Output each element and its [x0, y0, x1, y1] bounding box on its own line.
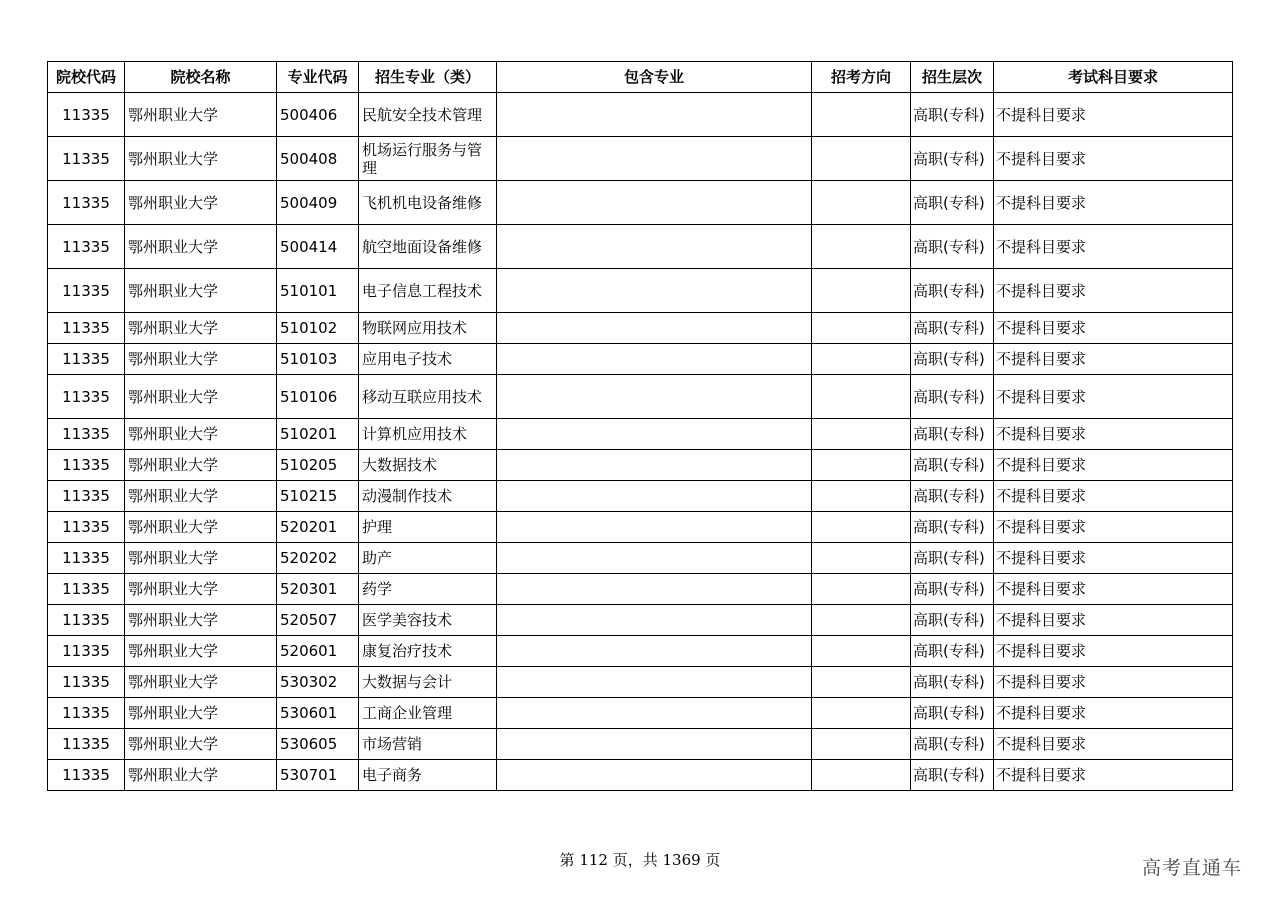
- table-row: [48, 225, 1233, 269]
- cell-direction: [812, 667, 911, 698]
- cell-major-code: 520202: [277, 543, 359, 574]
- cell-major: 护理: [359, 512, 497, 543]
- cell-major: 物联网应用技术: [359, 313, 497, 344]
- cell-major-code: 510102: [277, 313, 359, 344]
- header-major-code: 专业代码: [277, 62, 359, 93]
- cell-major: 药学: [359, 574, 497, 605]
- major-table: [47, 61, 1233, 791]
- header-row: [48, 62, 1233, 93]
- table-row: [48, 574, 1233, 605]
- table-row: [48, 269, 1233, 313]
- cell-major: 助产: [359, 543, 497, 574]
- cell-subject-requirement: 不提科目要求: [994, 481, 1233, 512]
- cell-major-code: 520301: [277, 574, 359, 605]
- cell-subject-requirement: 不提科目要求: [994, 419, 1233, 450]
- cell-major-code: 510215: [277, 481, 359, 512]
- cell-subject-requirement: 不提科目要求: [994, 636, 1233, 667]
- cell-included-majors: [497, 269, 812, 313]
- cell-included-majors: [497, 512, 812, 543]
- cell-major-code: 520601: [277, 636, 359, 667]
- cell-level: 高职(专科): [911, 450, 994, 481]
- table-row: [48, 667, 1233, 698]
- header-school-code: 院校代码: [48, 62, 125, 93]
- cell-major-code: 520201: [277, 512, 359, 543]
- cell-school-name: 鄂州职业大学: [125, 137, 277, 181]
- cell-included-majors: [497, 344, 812, 375]
- cell-school-name: 鄂州职业大学: [125, 375, 277, 419]
- cell-level: 高职(专科): [911, 269, 994, 313]
- cell-school-name: 鄂州职业大学: [125, 543, 277, 574]
- cell-school-code: 11335: [48, 729, 125, 760]
- cell-level: 高职(专科): [911, 313, 994, 344]
- cell-major: 机场运行服务与管理: [359, 137, 497, 181]
- table-row: [48, 636, 1233, 667]
- cell-level: 高职(专科): [911, 225, 994, 269]
- cell-direction: [812, 375, 911, 419]
- cell-major: 康复治疗技术: [359, 636, 497, 667]
- cell-major: 飞机机电设备维修: [359, 181, 497, 225]
- cell-major: 民航安全技术管理: [359, 93, 497, 137]
- cell-included-majors: [497, 698, 812, 729]
- cell-included-majors: [497, 667, 812, 698]
- cell-school-name: 鄂州职业大学: [125, 313, 277, 344]
- header-school-name: 院校名称: [125, 62, 277, 93]
- table-row: [48, 512, 1233, 543]
- cell-level: 高职(专科): [911, 605, 994, 636]
- cell-school-code: 11335: [48, 269, 125, 313]
- table-body: [48, 93, 1233, 791]
- cell-school-code: 11335: [48, 225, 125, 269]
- cell-school-code: 11335: [48, 605, 125, 636]
- cell-school-name: 鄂州职业大学: [125, 698, 277, 729]
- cell-direction: [812, 450, 911, 481]
- cell-school-name: 鄂州职业大学: [125, 450, 277, 481]
- cell-included-majors: [497, 93, 812, 137]
- cell-level: 高职(专科): [911, 667, 994, 698]
- cell-level: 高职(专科): [911, 93, 994, 137]
- cell-direction: [812, 698, 911, 729]
- cell-school-name: 鄂州职业大学: [125, 344, 277, 375]
- cell-school-code: 11335: [48, 481, 125, 512]
- cell-major-code: 510205: [277, 450, 359, 481]
- cell-subject-requirement: 不提科目要求: [994, 729, 1233, 760]
- cell-school-code: 11335: [48, 760, 125, 791]
- cell-school-name: 鄂州职业大学: [125, 225, 277, 269]
- table-row: [48, 344, 1233, 375]
- cell-subject-requirement: 不提科目要求: [994, 137, 1233, 181]
- cell-included-majors: [497, 181, 812, 225]
- cell-school-name: 鄂州职业大学: [125, 760, 277, 791]
- cell-major-code: 510101: [277, 269, 359, 313]
- cell-included-majors: [497, 605, 812, 636]
- cell-school-name: 鄂州职业大学: [125, 574, 277, 605]
- cell-level: 高职(专科): [911, 375, 994, 419]
- cell-major-code: 500414: [277, 225, 359, 269]
- cell-school-name: 鄂州职业大学: [125, 419, 277, 450]
- cell-major: 大数据与会计: [359, 667, 497, 698]
- cell-major-code: 530601: [277, 698, 359, 729]
- header-included-majors: 包含专业: [497, 62, 812, 93]
- cell-included-majors: [497, 636, 812, 667]
- cell-direction: [812, 419, 911, 450]
- cell-subject-requirement: 不提科目要求: [994, 93, 1233, 137]
- cell-direction: [812, 344, 911, 375]
- cell-direction: [812, 481, 911, 512]
- cell-subject-requirement: 不提科目要求: [994, 574, 1233, 605]
- cell-school-code: 11335: [48, 181, 125, 225]
- cell-school-name: 鄂州职业大学: [125, 729, 277, 760]
- cell-included-majors: [497, 313, 812, 344]
- cell-level: 高职(专科): [911, 344, 994, 375]
- header-major: 招生专业（类）: [359, 62, 497, 93]
- cell-school-code: 11335: [48, 137, 125, 181]
- cell-subject-requirement: 不提科目要求: [994, 375, 1233, 419]
- cell-level: 高职(专科): [911, 760, 994, 791]
- cell-subject-requirement: 不提科目要求: [994, 225, 1233, 269]
- table-row: [48, 313, 1233, 344]
- page-number: 第 112 页，共 1369 页: [559, 851, 721, 869]
- table-row: [48, 760, 1233, 791]
- cell-direction: [812, 225, 911, 269]
- cell-level: 高职(专科): [911, 137, 994, 181]
- cell-level: 高职(专科): [911, 181, 994, 225]
- cell-included-majors: [497, 760, 812, 791]
- cell-subject-requirement: 不提科目要求: [994, 760, 1233, 791]
- table-row: [48, 543, 1233, 574]
- cell-school-name: 鄂州职业大学: [125, 93, 277, 137]
- cell-subject-requirement: 不提科目要求: [994, 313, 1233, 344]
- cell-included-majors: [497, 375, 812, 419]
- table-row: [48, 729, 1233, 760]
- cell-school-code: 11335: [48, 543, 125, 574]
- cell-school-code: 11335: [48, 419, 125, 450]
- cell-included-majors: [497, 137, 812, 181]
- cell-level: 高职(专科): [911, 636, 994, 667]
- cell-major-code: 510106: [277, 375, 359, 419]
- table-row: [48, 419, 1233, 450]
- cell-direction: [812, 760, 911, 791]
- cell-subject-requirement: 不提科目要求: [994, 181, 1233, 225]
- table-row: [48, 93, 1233, 137]
- cell-level: 高职(专科): [911, 574, 994, 605]
- cell-level: 高职(专科): [911, 698, 994, 729]
- cell-subject-requirement: 不提科目要求: [994, 512, 1233, 543]
- cell-school-code: 11335: [48, 667, 125, 698]
- table-row: [48, 375, 1233, 419]
- cell-direction: [812, 636, 911, 667]
- cell-major-code: 530605: [277, 729, 359, 760]
- cell-school-name: 鄂州职业大学: [125, 181, 277, 225]
- header-level: 招生层次: [911, 62, 994, 93]
- cell-major-code: 510103: [277, 344, 359, 375]
- cell-major-code: 530302: [277, 667, 359, 698]
- cell-level: 高职(专科): [911, 481, 994, 512]
- cell-included-majors: [497, 225, 812, 269]
- cell-subject-requirement: 不提科目要求: [994, 698, 1233, 729]
- cell-level: 高职(专科): [911, 729, 994, 760]
- cell-major: 市场营销: [359, 729, 497, 760]
- cell-major: 计算机应用技术: [359, 419, 497, 450]
- cell-included-majors: [497, 543, 812, 574]
- header-direction: 招考方向: [812, 62, 911, 93]
- cell-major-code: 530701: [277, 760, 359, 791]
- cell-subject-requirement: 不提科目要求: [994, 344, 1233, 375]
- cell-school-name: 鄂州职业大学: [125, 605, 277, 636]
- cell-school-code: 11335: [48, 636, 125, 667]
- cell-level: 高职(专科): [911, 512, 994, 543]
- cell-major-code: 500409: [277, 181, 359, 225]
- cell-level: 高职(专科): [911, 543, 994, 574]
- cell-major: 动漫制作技术: [359, 481, 497, 512]
- cell-major: 电子信息工程技术: [359, 269, 497, 313]
- table-row: [48, 605, 1233, 636]
- cell-major-code: 500408: [277, 137, 359, 181]
- cell-direction: [812, 313, 911, 344]
- cell-subject-requirement: 不提科目要求: [994, 269, 1233, 313]
- cell-direction: [812, 729, 911, 760]
- cell-direction: [812, 269, 911, 313]
- cell-school-code: 11335: [48, 344, 125, 375]
- cell-major: 医学美容技术: [359, 605, 497, 636]
- cell-subject-requirement: 不提科目要求: [994, 605, 1233, 636]
- table-row: [48, 481, 1233, 512]
- cell-school-name: 鄂州职业大学: [125, 667, 277, 698]
- cell-subject-requirement: 不提科目要求: [994, 667, 1233, 698]
- cell-school-code: 11335: [48, 574, 125, 605]
- cell-direction: [812, 137, 911, 181]
- cell-included-majors: [497, 729, 812, 760]
- cell-major: 电子商务: [359, 760, 497, 791]
- cell-major: 应用电子技术: [359, 344, 497, 375]
- cell-included-majors: [497, 419, 812, 450]
- cell-school-code: 11335: [48, 93, 125, 137]
- cell-school-code: 11335: [48, 313, 125, 344]
- cell-school-code: 11335: [48, 375, 125, 419]
- header-subject-requirement: 考试科目要求: [994, 62, 1233, 93]
- cell-direction: [812, 512, 911, 543]
- cell-direction: [812, 605, 911, 636]
- cell-included-majors: [497, 481, 812, 512]
- cell-school-code: 11335: [48, 450, 125, 481]
- table-row: [48, 698, 1233, 729]
- cell-direction: [812, 543, 911, 574]
- cell-major: 工商企业管理: [359, 698, 497, 729]
- table-row: [48, 137, 1233, 181]
- cell-direction: [812, 181, 911, 225]
- cell-direction: [812, 574, 911, 605]
- cell-school-code: 11335: [48, 698, 125, 729]
- cell-school-name: 鄂州职业大学: [125, 636, 277, 667]
- watermark: 高考直通车: [1142, 857, 1243, 879]
- cell-school-name: 鄂州职业大学: [125, 481, 277, 512]
- cell-subject-requirement: 不提科目要求: [994, 543, 1233, 574]
- cell-school-code: 11335: [48, 512, 125, 543]
- cell-major-code: 500406: [277, 93, 359, 137]
- cell-major-code: 510201: [277, 419, 359, 450]
- cell-subject-requirement: 不提科目要求: [994, 450, 1233, 481]
- cell-school-name: 鄂州职业大学: [125, 512, 277, 543]
- cell-included-majors: [497, 450, 812, 481]
- cell-major: 大数据技术: [359, 450, 497, 481]
- cell-level: 高职(专科): [911, 419, 994, 450]
- cell-major-code: 520507: [277, 605, 359, 636]
- cell-included-majors: [497, 574, 812, 605]
- cell-major: 移动互联应用技术: [359, 375, 497, 419]
- table-row: [48, 450, 1233, 481]
- cell-major: 航空地面设备维修: [359, 225, 497, 269]
- cell-direction: [812, 93, 911, 137]
- cell-school-name: 鄂州职业大学: [125, 269, 277, 313]
- table-row: [48, 181, 1233, 225]
